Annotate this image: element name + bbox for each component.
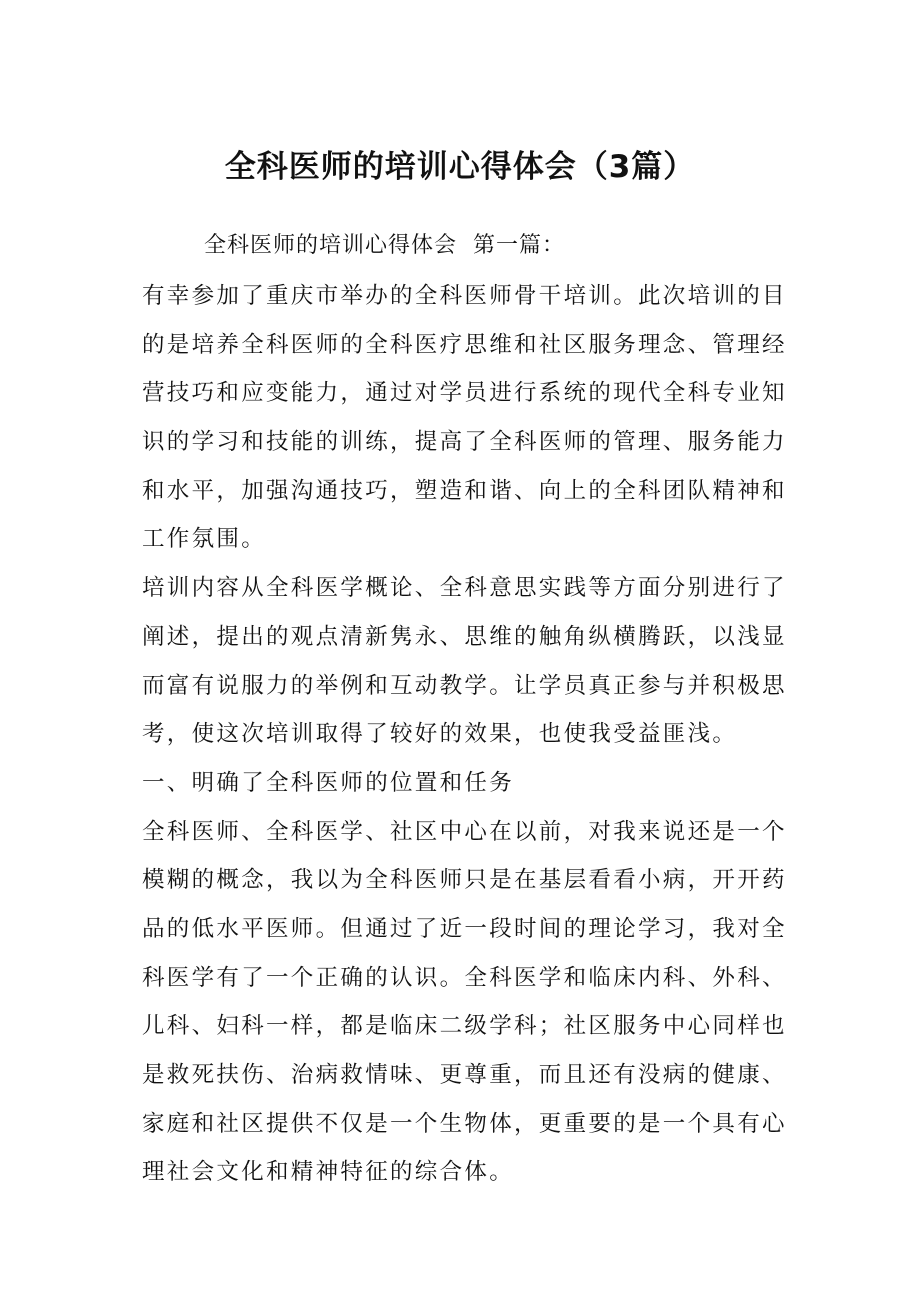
text-line: 培训内容从全科医学概论、全科意思实践等方面分别进行了	[142, 575, 787, 602]
text-line: 考，使这次培训取得了较好的效果，也使我受益匪浅。	[142, 721, 738, 748]
text-line: 阐述，提出的观点清新隽永、思维的触角纵横腾跃，以浅显	[142, 623, 787, 650]
text-line: 是救死扶伤、治病救情味、更尊重，而且还有没病的健康、	[142, 1062, 787, 1088]
text-line: 科医学有了一个正确的认识。全科医学和临床内科、外科、	[142, 964, 787, 991]
document-title: 全科医师的培训心得体会（3篇）	[224, 149, 696, 185]
text-line: 而富有说服力的举例和互动教学。让学员真正参与并积极思	[142, 672, 787, 699]
text-line: 家庭和社区提供不仅是一个生物体，更重要的是一个具有心	[142, 1110, 787, 1137]
text-line: 儿科、妇科一样，都是临床二级学科；社区服务中心同样也	[142, 1013, 787, 1040]
text-line: 有幸参加了重庆市举办的全科医师骨干培训。此次培训的目	[142, 283, 787, 309]
text-line: 和水平，加强沟通技巧，塑造和谐、向上的全科团队精神和	[142, 477, 787, 504]
section-heading: 全科医师的培训心得体会 第一篇：	[204, 233, 565, 258]
body-text	[142, 276, 802, 1201]
section-subheading: 一、明确了全科医师的位置和任务	[142, 769, 515, 796]
text-line: 营技巧和应变能力，通过对学员进行系统的现代全科专业知	[142, 380, 787, 407]
text-line: 的是培养全科医师的全科医疗思维和社区服务理念、管理经	[142, 331, 787, 358]
text-line: 工作氛围。	[142, 526, 267, 553]
text-line: 全科医师、全科医学、社区中心在以前，对我来说还是一个	[142, 818, 787, 845]
text-line: 品的低水平医师。但通过了近一段时间的理论学习，我对全	[142, 915, 787, 942]
text-line: 理社会文化和精神特征的综合体。	[142, 1159, 515, 1186]
text-line: 识的学习和技能的训练，提高了全科医师的管理、服务能力	[142, 429, 787, 456]
text-line: 模糊的概念，我以为全科医师只是在基层看看小病，开开药	[142, 867, 787, 894]
